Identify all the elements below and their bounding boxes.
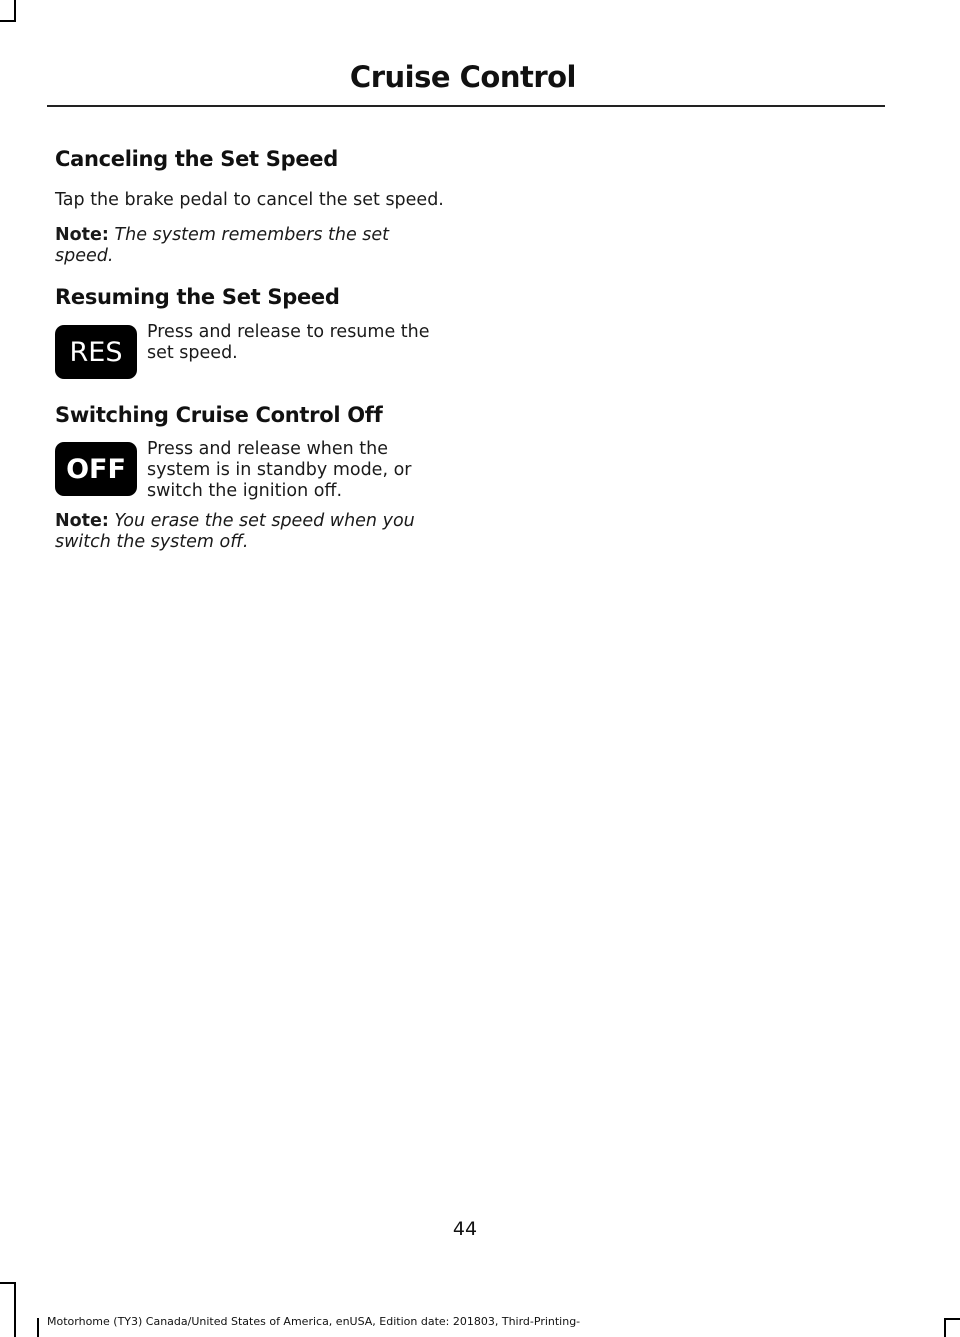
section-heading-resuming: Resuming the Set Speed xyxy=(55,285,340,309)
note-text: The system remembers the set speed. xyxy=(55,225,390,266)
off-instruction-text: Press and release when the system is in standby mode, or switch the ignition off. xyxy=(147,439,412,501)
off-instruction xyxy=(55,439,450,502)
resume-instruction xyxy=(55,322,450,379)
section-heading-canceling: Canceling the Set Speed xyxy=(55,147,338,171)
canceling-body-text: Tap the brake pedal to cancel the set speed. xyxy=(55,190,444,210)
page-title: Cruise Control xyxy=(349,60,576,94)
note-text: You erase the set speed when you switch the system off. xyxy=(55,511,415,552)
crop-mark-bottom-right-horizontal xyxy=(944,1318,960,1320)
header-divider xyxy=(47,105,885,107)
page-number: 44 xyxy=(452,1218,478,1240)
res-button-icon: RES xyxy=(55,325,137,379)
note-label: Note: xyxy=(55,511,109,531)
canceling-note xyxy=(55,225,450,267)
crop-mark-top-left xyxy=(14,0,16,22)
crop-mark-bottom-right xyxy=(944,1318,946,1337)
resume-instruction-text: Press and release to resume the set speed. xyxy=(147,322,430,363)
crop-mark-bottom-left xyxy=(14,1282,16,1337)
section-heading-switching-off: Switching Cruise Control Off xyxy=(55,403,383,427)
crop-mark-bottom-left-inner xyxy=(37,1318,39,1337)
edition-footer: Motorhome (TY3) Canada/United States of America, enUSA, Edition date: 201803, Third-Printing- xyxy=(47,1315,581,1328)
note-label: Note: xyxy=(55,225,109,245)
crop-mark-bottom-left-horizontal xyxy=(0,1282,16,1284)
crop-mark-top-left-horizontal xyxy=(0,20,16,22)
page-content xyxy=(55,140,450,553)
switching-off-note xyxy=(55,511,450,553)
off-button-icon: OFF xyxy=(55,442,137,496)
